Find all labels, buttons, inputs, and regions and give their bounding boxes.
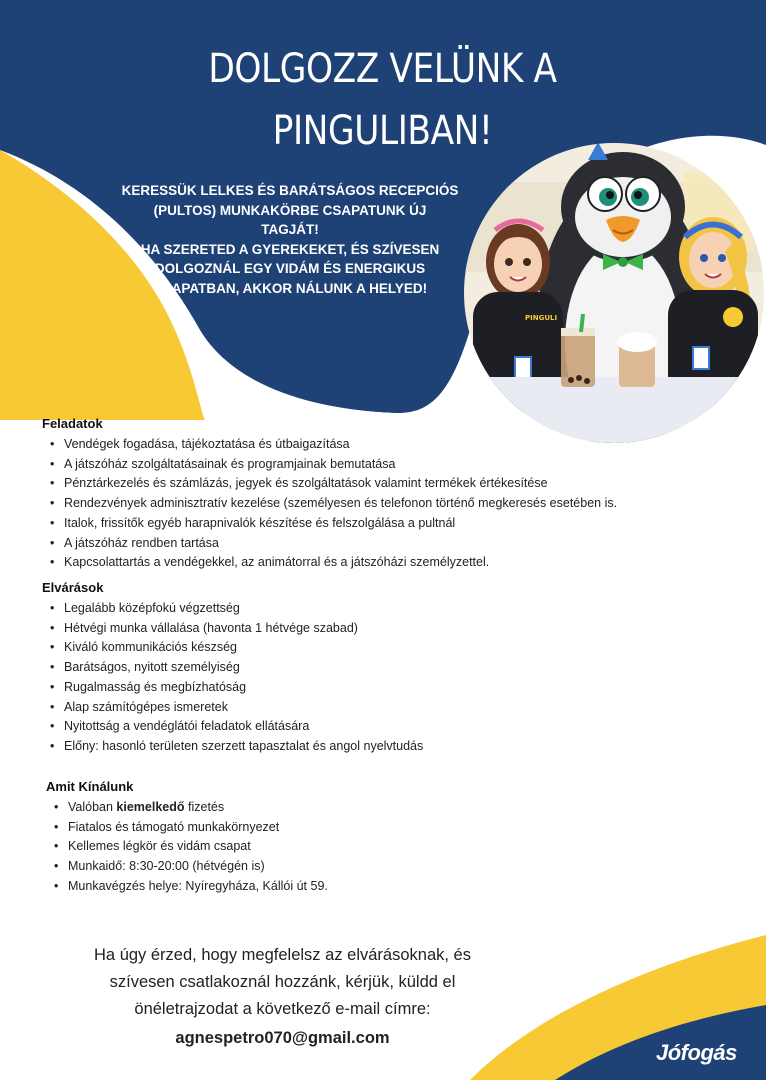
list-item: • Pénztárkezelés és számlázás, jegyek és szolgáltatások valamint termékek értékesítése [42, 474, 617, 494]
list-item: • Fiatalos és támogató munkakörnyezet [46, 818, 328, 838]
requirements-list [42, 599, 423, 757]
closing-line: szívesen csatlakoznál hozzánk, kérjük, küldd el [109, 973, 456, 991]
list-item: • A játszóház rendben tartása [42, 534, 617, 554]
list-item: • Munkavégzés helye: Nyíregyháza, Kállói út 59. [46, 877, 328, 897]
closing-line: Ha úgy érzed, hogy megfelelsz az elvárásoknak, és [94, 946, 471, 964]
penguin-mascot-illustration [463, 142, 765, 444]
jofogas-logo: Jófogás [656, 1040, 737, 1065]
intro-line: CSAPATBAN, AKKOR NÁLUNK A HELYED! [152, 280, 428, 296]
list-item: • Italok, frissítők egyéb harapnivalók készítése és felszolgálása a pultnál [42, 514, 617, 534]
list-item: • Kapcsolattartás a vendégekkel, az animátorral és a játszóházi személyzettel. [42, 553, 617, 573]
list-item: • Legalább középfokú végzettség [42, 599, 423, 619]
offer-section [46, 779, 328, 897]
intro-line: (PULTOS) MUNKAKÖRBE CSAPATUNK ÚJ [153, 202, 427, 218]
closing-line: önéletrajzodat a következő e-mail címre: [134, 1000, 431, 1018]
intro-line: TAGJÁT! [261, 222, 319, 237]
list-item: • Vendégek fogadása, tájékoztatása és útbaigazítása [42, 435, 617, 455]
list-item: • Hétvégi munka vállalása (havonta 1 hétvége szabad) [42, 619, 423, 639]
list-item: • Előny: hasonló területen szerzett tapasztalat és angol nyelvtudás [42, 737, 423, 757]
list-item: • A játszóház szolgáltatásainak és programjainak bemutatása [42, 455, 617, 475]
list-item: • Nyitottság a vendéglátói feladatok ellátására [42, 717, 423, 737]
closing-text [40, 942, 525, 1052]
list-item: • Kiváló kommunikációs készség [42, 638, 423, 658]
intro-line: KERESSÜK LELKES ÉS BARÁTSÁGOS RECEPCIÓS [121, 183, 459, 198]
badge-label: PINGULI [525, 314, 558, 322]
list-item: • Kellemes légkör és vidám csapat [46, 837, 328, 857]
salary-prefix: Valóban [68, 800, 117, 814]
intro-text [105, 181, 475, 298]
contact-email[interactable]: agnespetro070@gmail.com [175, 1029, 390, 1047]
intro-line: DOLGOZNÁL EGY VIDÁM ÉS ENERGIKUS [154, 261, 426, 276]
title-line-1: DOLGOZZ VELÜNK A [208, 46, 557, 92]
list-item: • Alap számítógépes ismeretek [42, 698, 423, 718]
tasks-heading: Feladatok [42, 416, 103, 431]
list-item: • Munkaidő: 8:30-20:00 (hétvégén is) [46, 857, 328, 877]
list-item [46, 798, 328, 818]
tasks-list [42, 435, 617, 573]
salary-highlight: kiemelkedő [116, 800, 185, 814]
tasks-section [42, 416, 617, 573]
title-line-2: PINGULIBAN! [272, 108, 493, 154]
requirements-section [42, 580, 423, 757]
offer-heading: Amit Kínálunk [46, 779, 134, 794]
salary-suffix: fizetés [184, 800, 225, 814]
intro-line: HA SZERETED A GYEREKEKET, ÉS SZÍVESEN [140, 241, 440, 257]
list-item: • Rugalmasság és megbízhatóság [42, 678, 423, 698]
list-item: • Rendezvények adminisztratív kezelése (személyesen és telefonon történő megkeresés esetében is. [42, 494, 617, 514]
list-item: • Barátságos, nyitott személyiség [42, 658, 423, 678]
requirements-heading: Elvárások [42, 580, 104, 595]
offer-list [46, 798, 328, 897]
